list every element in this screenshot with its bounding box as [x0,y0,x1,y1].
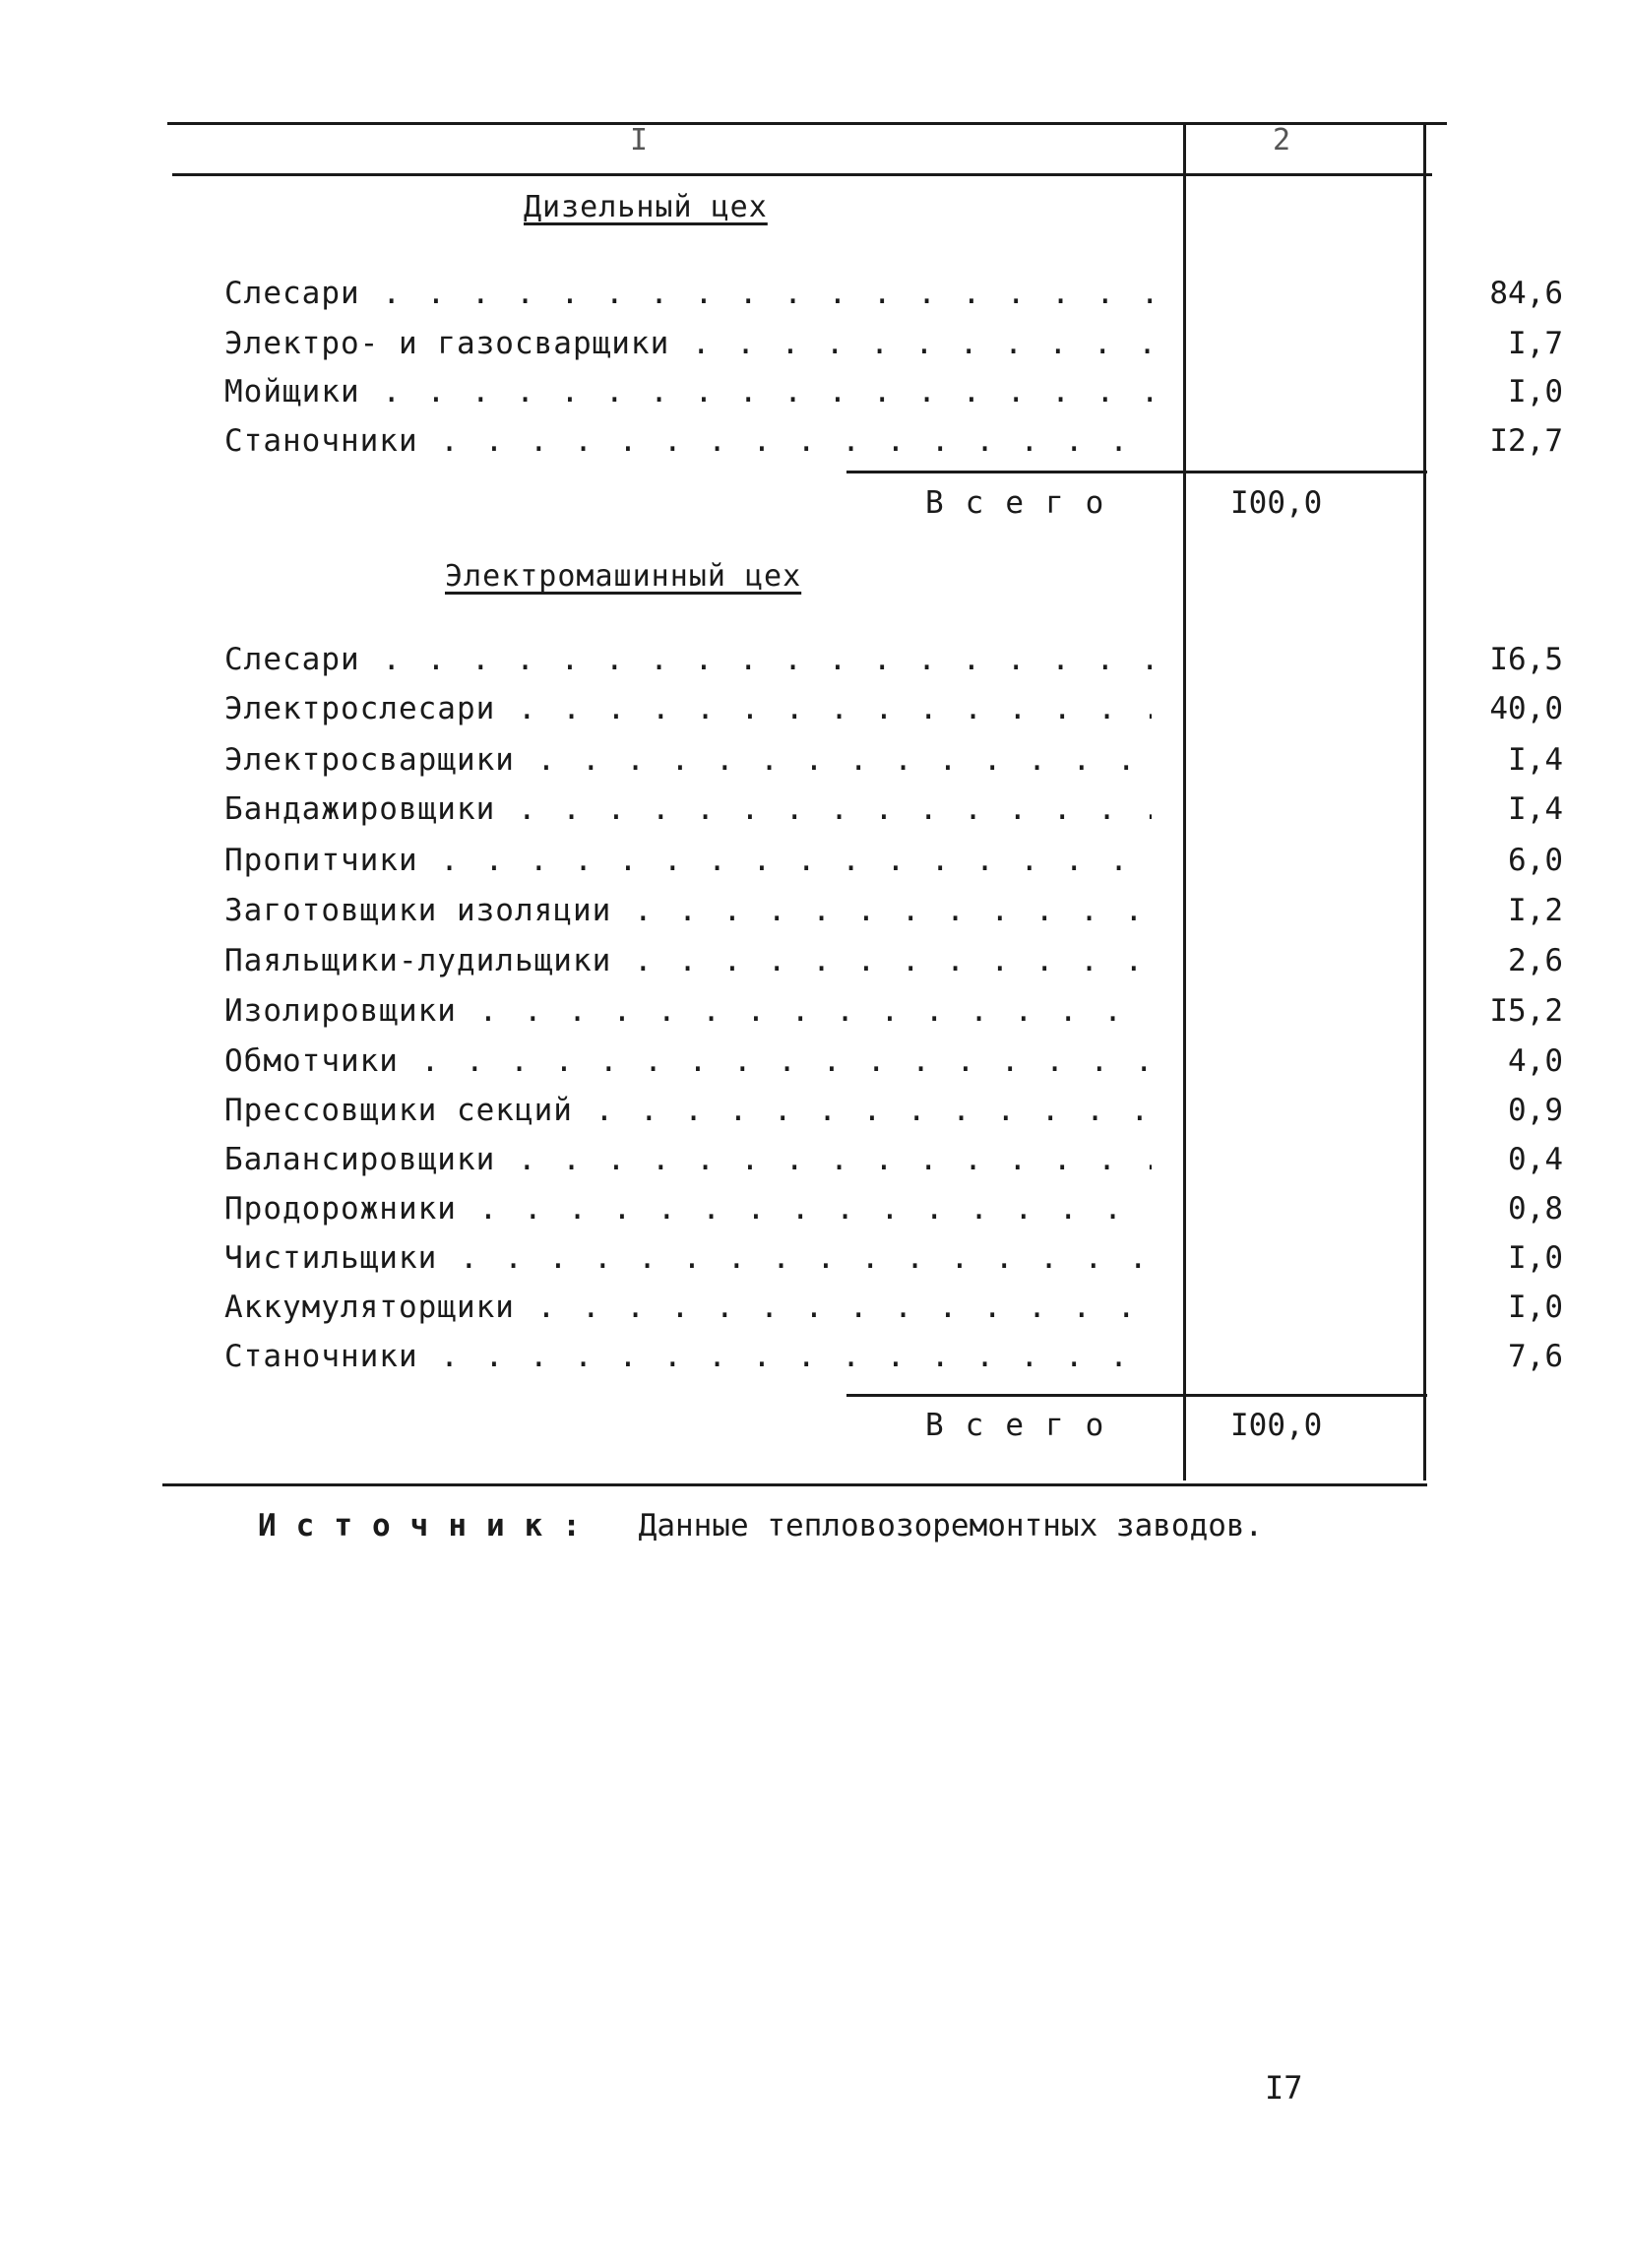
row-value: I,7 [1508,326,1563,361]
subtotal-rule [846,1394,1427,1397]
row-value: I5,2 [1489,993,1563,1029]
table-row [224,993,1563,1039]
row-label: Станочники . . . [224,423,1152,459]
row-value: 0,4 [1508,1142,1563,1177]
row-label: Прессовщики секций . . . [224,1093,1152,1128]
row-label: Электрослесари . . . [224,691,1152,726]
table-header-rule [172,173,1432,176]
total-label: Всего [925,1408,1126,1443]
table-row [224,326,1563,371]
section-title-electromachine: Электромашинный цех [445,559,802,594]
row-value: I,0 [1508,1290,1563,1325]
row-value: 7,6 [1508,1339,1563,1374]
row-label: Слесари . . . [224,642,1152,677]
column-header-1: I [630,123,649,158]
row-value: I,4 [1508,742,1563,778]
row-label: Балансировщики . . . [224,1142,1152,1177]
page-number: I7 [1265,2069,1303,2107]
row-label: Чистильщики . . . [224,1240,1152,1276]
row-value: 0,9 [1508,1093,1563,1128]
table-row [224,423,1563,469]
row-value: I6,5 [1489,642,1563,677]
row-label: Бандажировщики . . . [224,791,1152,827]
row-label: Паяльщики-лудильщики . . . [224,943,1152,978]
table-row [224,943,1563,988]
row-label: Мойщики . . . [224,374,1152,410]
row-label: Изолировщики . . . [224,993,1152,1029]
table-top-rule [167,122,1447,125]
table-row [224,1142,1563,1187]
total-value: I00,0 [1230,1408,1323,1443]
source-note [258,1508,1263,1544]
row-value: 0,8 [1508,1191,1563,1227]
row-label: Электросварщики . . . [224,742,1152,778]
row-value: 4,0 [1508,1043,1563,1079]
table-row [224,1290,1563,1335]
row-label: Продорожники . . . [224,1191,1152,1227]
row-label: Электро- и газосварщики . . . [224,326,1152,361]
table-row [224,893,1563,938]
column-header-2: 2 [1273,123,1291,158]
table-row [224,1093,1563,1138]
table-row [224,276,1563,321]
table-column-divider [1183,122,1186,1480]
row-value: 2,6 [1508,943,1563,978]
table-row [224,1043,1563,1089]
row-value: I,0 [1508,374,1563,410]
row-value: I,4 [1508,791,1563,827]
row-value: 6,0 [1508,843,1563,878]
row-value: 40,0 [1489,691,1563,726]
table-bottom-rule [162,1483,1427,1486]
row-label: Пропитчики . . . [224,843,1152,878]
subtotal-rule [846,471,1427,473]
table-row [224,691,1563,736]
row-label: Слесари . . . [224,276,1152,311]
row-label: Станочники . . . [224,1339,1152,1374]
row-value: 84,6 [1489,276,1563,311]
table-row [224,1240,1563,1286]
row-label: Аккумуляторщики . . . [224,1290,1152,1325]
table-row [224,1191,1563,1236]
row-value: I,2 [1508,893,1563,928]
source-text: Данные тепловозоремонтных заводов. [638,1508,1264,1544]
table-row [224,642,1563,687]
row-label: Обмотчики . . . [224,1043,1152,1079]
source-lead: Источник: [258,1508,600,1544]
table-row [224,742,1563,788]
total-value: I00,0 [1230,485,1323,521]
section-title-diesel: Дизельный цех [524,190,768,224]
row-value: I,0 [1508,1240,1563,1276]
row-label: Заготовщики изоляции . . . [224,893,1152,928]
table-row [224,843,1563,888]
total-label: Всего [925,485,1126,521]
row-value: I2,7 [1489,423,1563,459]
table-row [224,374,1563,419]
table-row [224,791,1563,837]
table-row [224,1339,1563,1384]
